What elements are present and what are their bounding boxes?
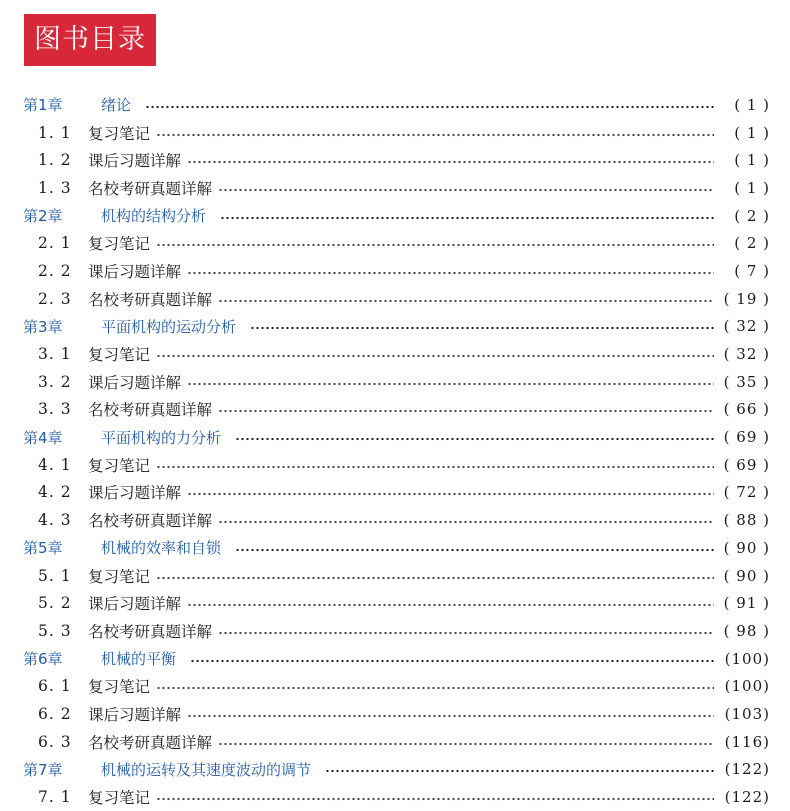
toc-chapter-row[interactable] xyxy=(0,756,790,784)
chapter-number: 第5章 xyxy=(23,539,63,558)
page-title: 图书目录 xyxy=(24,14,156,66)
toc-section-row[interactable] xyxy=(0,783,790,811)
dot-leader xyxy=(156,576,714,580)
section-number: 2. 1 xyxy=(38,234,72,253)
dot-leader xyxy=(156,133,714,137)
toc-section-row[interactable] xyxy=(0,257,790,285)
section-number: 5. 1 xyxy=(38,566,72,585)
toc-section-row[interactable] xyxy=(0,672,790,700)
dot-leader xyxy=(187,714,714,718)
dot-leader xyxy=(235,548,714,552)
section-number: 2. 2 xyxy=(38,261,72,280)
toc-section-row[interactable] xyxy=(0,285,790,313)
chapter-number: 第2章 xyxy=(23,207,63,226)
section-title: 复习笔记 xyxy=(88,567,151,586)
toc-section-row[interactable] xyxy=(0,396,790,424)
section-number: 3. 3 xyxy=(38,400,72,419)
chapter-title: 绪论 xyxy=(101,96,132,115)
section-title: 课后习题详解 xyxy=(88,373,182,392)
dot-leader xyxy=(218,188,714,192)
page-number: ( 2 ) xyxy=(734,234,770,253)
section-number: 2. 3 xyxy=(38,289,72,308)
section-title: 复习笔记 xyxy=(88,346,151,365)
dot-leader xyxy=(220,216,714,220)
page-number: ( 1 ) xyxy=(734,123,770,142)
section-number: 6. 1 xyxy=(38,677,72,696)
page-number: (116) xyxy=(724,732,770,751)
section-number: 4. 2 xyxy=(38,483,72,502)
chapter-title: 机械的运转及其速度波动的调节 xyxy=(101,760,312,779)
chapter-title: 机构的结构分析 xyxy=(101,207,207,226)
section-number: 3. 1 xyxy=(38,345,72,364)
page-number: ( 69 ) xyxy=(723,428,770,447)
table-of-contents xyxy=(0,91,790,811)
dot-leader xyxy=(156,465,714,469)
chapter-number: 第7章 xyxy=(23,760,63,779)
section-number: 4. 3 xyxy=(38,511,72,530)
section-title: 课后习题详解 xyxy=(88,262,182,281)
toc-chapter-row[interactable] xyxy=(0,313,790,341)
toc-section-row[interactable] xyxy=(0,589,790,617)
page-number: ( 69 ) xyxy=(723,455,770,474)
page-number: ( 7 ) xyxy=(734,261,770,280)
toc-section-row[interactable] xyxy=(0,174,790,202)
section-title: 名校考研真题详解 xyxy=(88,512,213,531)
page-number: ( 2 ) xyxy=(734,206,770,225)
section-title: 复习笔记 xyxy=(88,124,151,143)
page-number: (122) xyxy=(724,760,770,779)
toc-section-row[interactable] xyxy=(0,506,790,534)
chapter-number: 第6章 xyxy=(23,650,63,669)
chapter-title: 平面机构的运动分析 xyxy=(101,317,237,336)
section-number: 5. 2 xyxy=(38,594,72,613)
dot-leader xyxy=(218,520,714,524)
toc-section-row[interactable] xyxy=(0,451,790,479)
page-number: ( 19 ) xyxy=(723,289,770,308)
section-title: 名校考研真题详解 xyxy=(88,733,213,752)
section-title: 名校考研真题详解 xyxy=(88,179,213,198)
page-number: ( 32 ) xyxy=(723,317,770,336)
section-number: 5. 3 xyxy=(38,621,72,640)
section-number: 6. 2 xyxy=(38,704,72,723)
dot-leader xyxy=(218,409,714,413)
page-number: (122) xyxy=(724,788,770,807)
section-title: 名校考研真题详解 xyxy=(88,401,213,420)
dot-leader xyxy=(218,299,714,303)
toc-section-row[interactable] xyxy=(0,479,790,507)
page-number: ( 1 ) xyxy=(734,151,770,170)
page-number: ( 1 ) xyxy=(734,95,770,114)
dot-leader xyxy=(250,326,714,330)
dot-leader xyxy=(156,354,714,358)
toc-chapter-row[interactable] xyxy=(0,423,790,451)
toc-section-row[interactable] xyxy=(0,368,790,396)
section-number: 4. 1 xyxy=(38,455,72,474)
page-number: ( 90 ) xyxy=(723,538,770,557)
toc-chapter-row[interactable] xyxy=(0,202,790,230)
dot-leader xyxy=(218,742,714,746)
toc-section-row[interactable] xyxy=(0,700,790,728)
section-title: 课后习题详解 xyxy=(88,595,182,614)
dot-leader xyxy=(190,659,714,663)
dot-leader xyxy=(218,631,714,635)
dot-leader xyxy=(187,160,714,164)
section-title: 复习笔记 xyxy=(88,235,151,254)
page-number: ( 88 ) xyxy=(723,511,770,530)
dot-leader xyxy=(187,382,714,386)
section-title: 复习笔记 xyxy=(88,678,151,697)
chapter-title: 机械的平衡 xyxy=(101,650,177,669)
toc-section-row[interactable] xyxy=(0,617,790,645)
toc-section-row[interactable] xyxy=(0,119,790,147)
page-number: ( 90 ) xyxy=(723,566,770,585)
page-number: (100) xyxy=(724,649,770,668)
dot-leader xyxy=(187,492,714,496)
dot-leader xyxy=(187,271,714,275)
chapter-title: 平面机构的力分析 xyxy=(101,428,222,447)
dot-leader xyxy=(145,105,714,109)
toc-chapter-row[interactable] xyxy=(0,645,790,673)
toc-section-row[interactable] xyxy=(0,562,790,590)
toc-chapter-row[interactable] xyxy=(0,534,790,562)
section-number: 7. 1 xyxy=(38,788,72,807)
chapter-number: 第1章 xyxy=(23,96,63,115)
dot-leader xyxy=(235,437,714,441)
section-title: 课后习题详解 xyxy=(88,705,182,724)
toc-section-row[interactable] xyxy=(0,340,790,368)
toc-section-row[interactable] xyxy=(0,146,790,174)
chapter-number: 第3章 xyxy=(23,317,63,336)
page-number: (100) xyxy=(724,677,770,696)
section-title: 课后习题详解 xyxy=(88,484,182,503)
section-number: 1. 3 xyxy=(38,178,72,197)
toc-section-row[interactable] xyxy=(0,728,790,756)
dot-leader xyxy=(156,686,714,690)
page-number: ( 35 ) xyxy=(723,372,770,391)
toc-section-row[interactable] xyxy=(0,229,790,257)
toc-chapter-row[interactable] xyxy=(0,91,790,119)
dot-leader xyxy=(187,603,714,607)
section-number: 1. 2 xyxy=(38,151,72,170)
page-number: ( 1 ) xyxy=(734,178,770,197)
chapter-number: 第4章 xyxy=(23,428,63,447)
chapter-title: 机械的效率和自锁 xyxy=(101,539,222,558)
section-number: 3. 2 xyxy=(38,372,72,391)
section-title: 复习笔记 xyxy=(88,789,151,808)
page-number: ( 91 ) xyxy=(723,594,770,613)
section-title: 复习笔记 xyxy=(88,456,151,475)
section-title: 名校考研真题详解 xyxy=(88,622,213,641)
section-title: 课后习题详解 xyxy=(88,152,182,171)
page-number: (103) xyxy=(724,704,770,723)
page-number: ( 72 ) xyxy=(723,483,770,502)
page-number: ( 66 ) xyxy=(723,400,770,419)
section-number: 6. 3 xyxy=(38,732,72,751)
page-number: ( 98 ) xyxy=(723,621,770,640)
dot-leader xyxy=(156,797,714,801)
section-title: 名校考研真题详解 xyxy=(88,290,213,309)
dot-leader xyxy=(325,769,714,773)
section-number: 1. 1 xyxy=(38,123,72,142)
dot-leader xyxy=(156,243,714,247)
page-number: ( 32 ) xyxy=(723,345,770,364)
